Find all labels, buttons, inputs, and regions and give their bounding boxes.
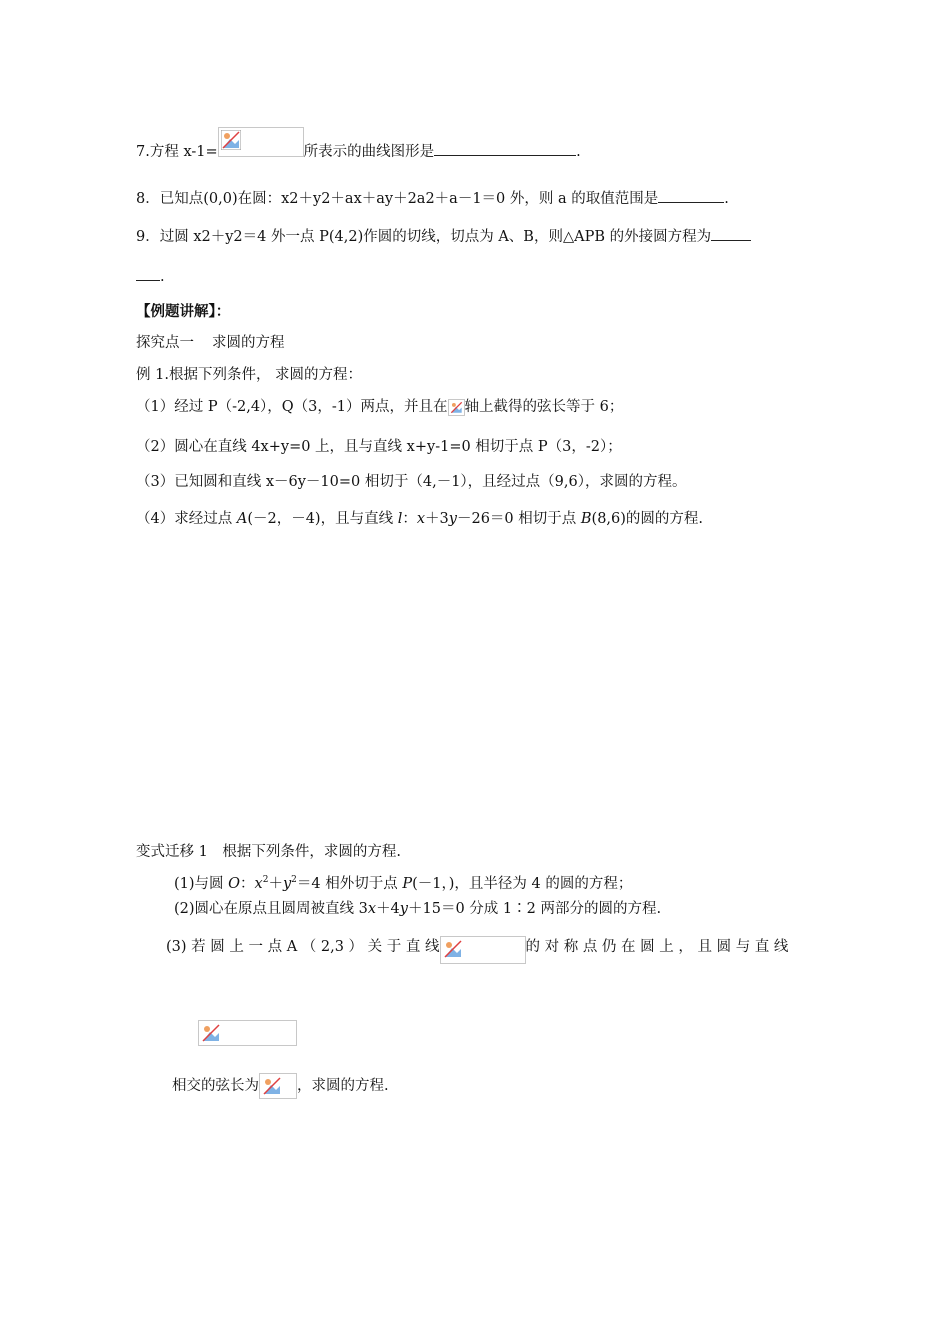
variation-1-part-2: (2)圆心在原点且圆周被直线 3x＋4y＋15＝0 分成 1∶2 两部分的圆的方程.: [174, 901, 662, 917]
question-8: 8．已知点(0,0)在圆：x2＋y2＋ax＋ay＋2a2＋a－1＝0 外，则 a 的取值范围是 .: [136, 188, 729, 209]
example-1-part-2: （2）圆心在直线 4x+y=0 上，且与直线 x+y-1=0 相切于点 P（3，-2）；: [136, 439, 622, 455]
answer-blank[interactable]: [658, 188, 724, 203]
answer-blank[interactable]: [711, 226, 751, 241]
broken-image-icon: [218, 127, 304, 157]
variation-1-title: 变式迁移 1 根据下列条件，求圆的方程.: [136, 844, 401, 860]
explore-point-1: 探究点一 求圆的方程: [136, 335, 285, 351]
variation-1-part-1: (1)与圆 O：$x^2+y^2=4$ 相外切于点 P(－1，)，且半径为 4 的圆的方程；: [174, 875, 633, 892]
variation-1-part-3-continued: 相交的弦长为 ，求圆的方程.: [172, 1073, 389, 1099]
answer-blank[interactable]: [136, 266, 160, 281]
section-heading: 【例题讲解】：: [136, 303, 231, 320]
broken-image-icon: [259, 1073, 297, 1099]
question-7: 7.方程 x-1= 所表示的曲线图形是 .: [136, 141, 581, 162]
question-9: 9．过圆 x2＋y2＝4 外一点 P(4,2)作圆的切线，切点为 A、B，则△APB 的外接圆方程为: [136, 226, 751, 247]
broken-image-icon: [198, 1020, 297, 1046]
example-1-part-1: （1）经过 P（-2,4），Q（3，-1）两点，并且在 轴上截得的弦长等于 6；: [136, 399, 624, 415]
example-1-part-3: （3）已知圆和直线 x－6y－10=0 相切于（4,－1），且经过点（9,6），求圆的方程。: [136, 474, 687, 490]
variation-1-part-3: (3) 若 圆 上 一 点 A （ 2,3 ） 关 于 直 线 的 对 称 点 仍 在 圆 上 ， 且 圆 与 直 线: [166, 930, 788, 964]
answer-blank[interactable]: [434, 141, 576, 156]
broken-image-icon: [448, 399, 465, 416]
example-1-title: 例 1.根据下列条件， 求圆的方程：: [136, 367, 363, 383]
broken-image-icon: [440, 936, 526, 964]
question-9-continued: .: [136, 266, 165, 287]
example-1-part-4: （4）求经过点 A(－2，－4)，且与直线 l：x＋3y－26＝0 相切于点 B(8,6)的圆的方程.: [136, 511, 704, 527]
